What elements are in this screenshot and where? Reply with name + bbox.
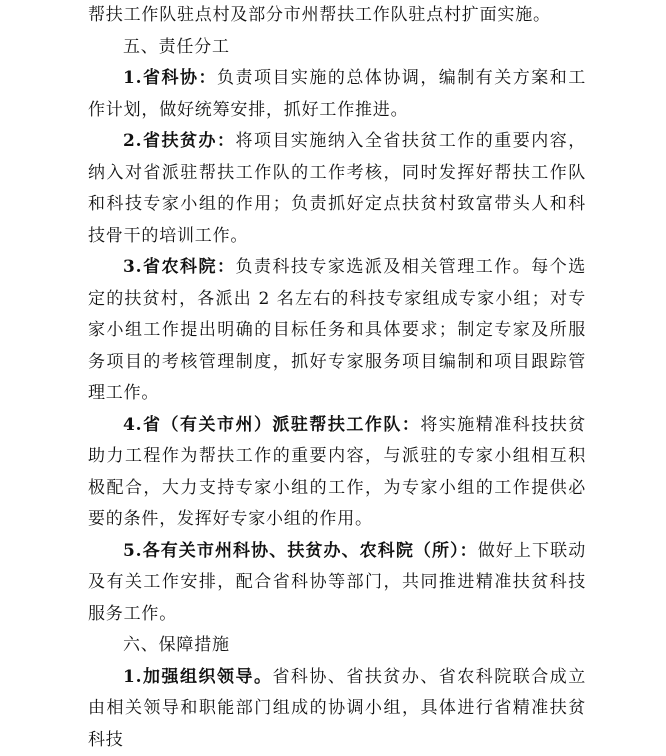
section-5-item-2	[88, 126, 586, 252]
section-6-item-1	[88, 662, 586, 756]
section-5-item-1	[88, 63, 586, 126]
section-5-heading: 五、责任分工	[88, 32, 586, 64]
item-lead: 1.加强组织领导。	[123, 667, 272, 687]
item-text: 将实施精准科技扶贫助力工程作为帮扶工作的重要内容，与派驻的专家小组相互积极配合，大力支持专家小组的工作，为专家小组的工作提供必要的条件，发挥好专家小组的作用。	[88, 415, 586, 530]
item-text: 将项目实施纳入全省扶贫工作的重要内容，纳入对省派驻帮扶工作队的工作考核，同时发挥好帮扶工作队和科技专家小组的作用；负责抓好定点扶贫村致富带头人和科技骨干的培训工作。	[88, 131, 586, 246]
item-lead: 2.省扶贫办：	[123, 131, 235, 151]
item-text: 负责项目实施的总体协调，编制有关方案和工作计划，做好统筹安排，抓好工作推进。	[88, 68, 586, 120]
item-lead: 4.省（有关市州）派驻帮扶工作队：	[123, 415, 420, 435]
item-text: 做好上下联动及有关工作安排，配合省科协等部门，共同推进精准扶贫科技服务工作。	[88, 541, 586, 624]
item-text: 负责科技专家选派及相关管理工作。每个选定的扶贫村，各派出 2 名左右的科技专家组成专家小组；对专家小组工作提出明确的目标任务和具体要求；制定专家及所服务项目的考核管理制度，抓好专家服务项目编制和项目跟踪管理工作。	[88, 257, 586, 403]
item-lead: 5.各有关市州科协、扶贫办、农科院（所）：	[123, 541, 478, 561]
section-5-item-5	[88, 536, 586, 631]
intro-line: 帮扶工作队驻点村及部分市州帮扶工作队驻点村扩面实施。	[88, 0, 586, 32]
section-6-heading: 六、保障措施	[88, 630, 586, 662]
section-5-item-4	[88, 410, 586, 536]
item-lead: 1.省科协：	[123, 68, 217, 88]
item-text: 省科协、省扶贫办、省农科院联合成立由相关领导和职能部门组成的协调小组，具体进行省精准扶贫科技	[88, 667, 586, 750]
item-lead: 3.省农科院：	[123, 257, 235, 277]
section-5-item-3	[88, 252, 586, 410]
